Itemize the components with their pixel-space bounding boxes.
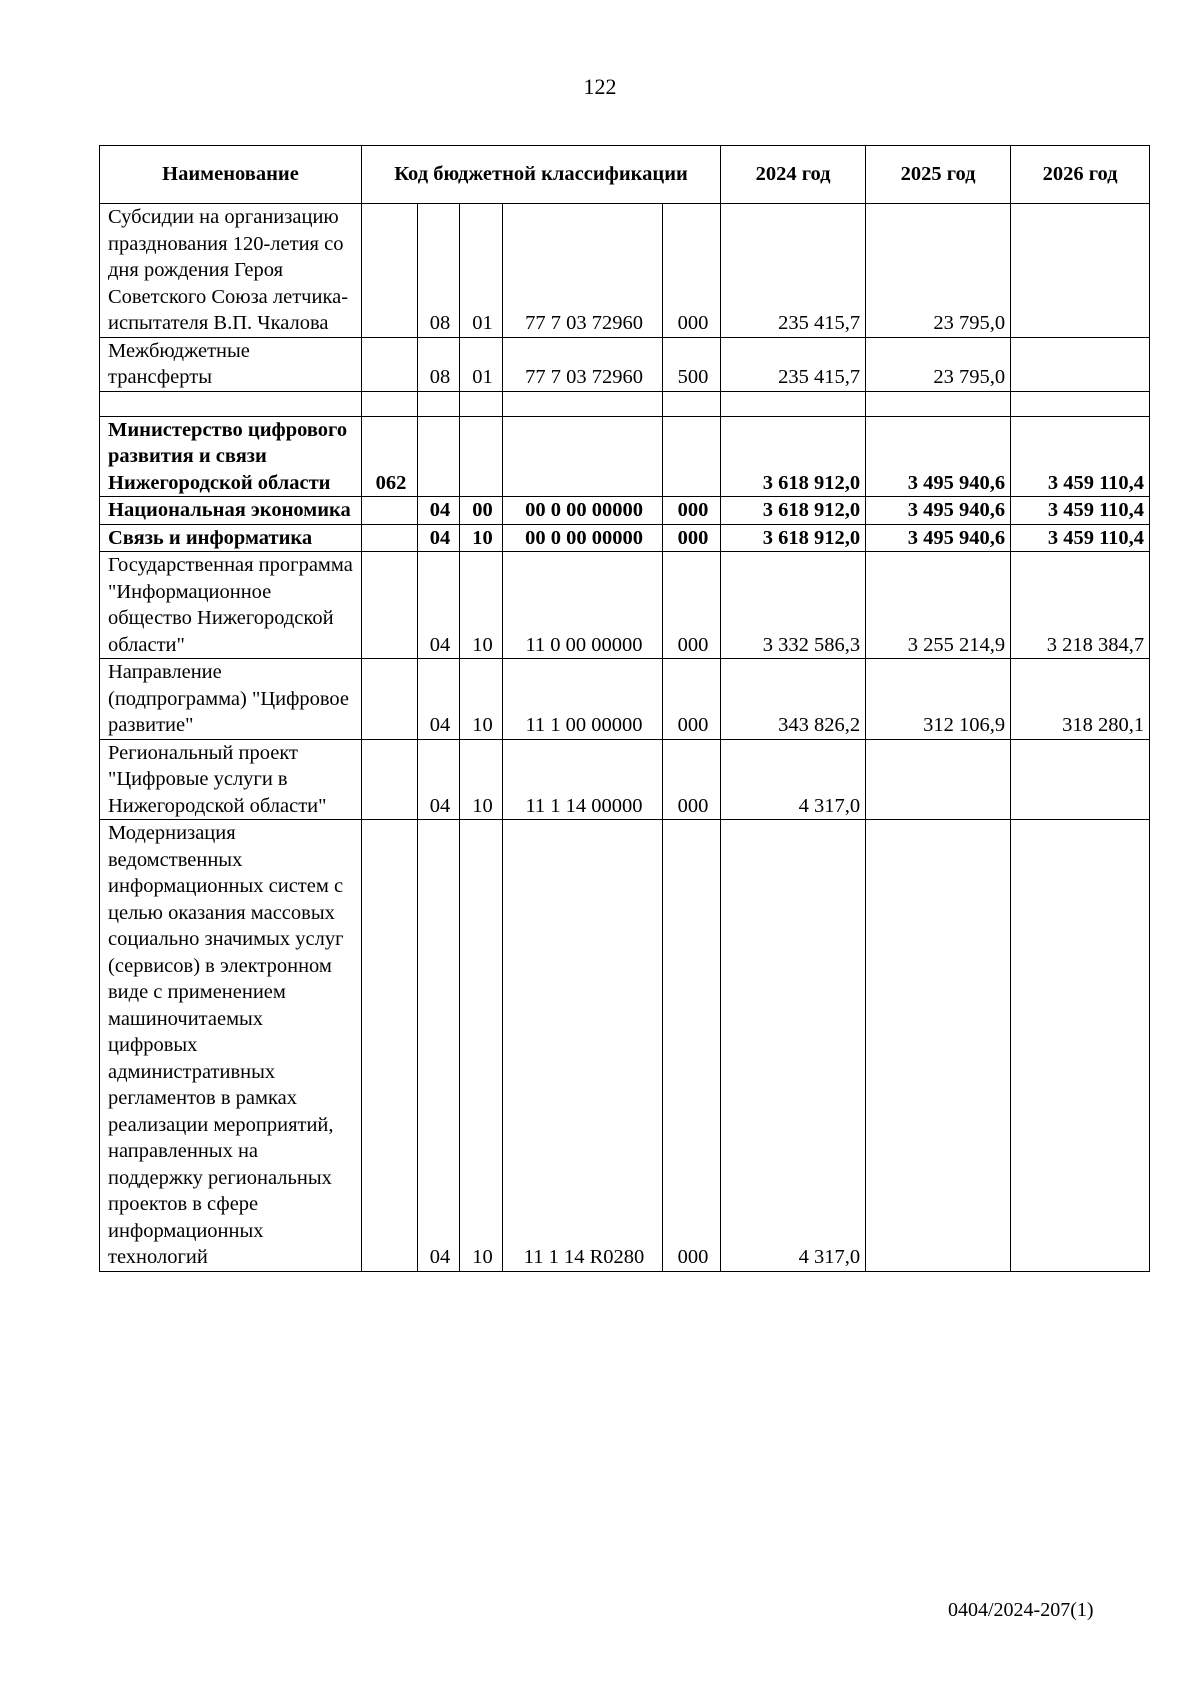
- row-name: Межбюджетные трансферты: [100, 337, 362, 391]
- row-name: Связь и информатика: [100, 524, 362, 552]
- row-kind: 000: [663, 552, 721, 659]
- header-2026: 2026 год: [1011, 146, 1150, 204]
- row-adm: [362, 820, 418, 1272]
- row-2024: 3 332 586,3: [721, 552, 866, 659]
- row-adm: [362, 659, 418, 740]
- row-2026: 3 218 384,7: [1011, 552, 1150, 659]
- row-kind: 000: [663, 204, 721, 338]
- row-kind: 500: [663, 337, 721, 391]
- row-sub: 01: [460, 204, 503, 338]
- row-adm: [362, 497, 418, 525]
- table-row: [100, 739, 1150, 820]
- row-2024: 3 618 912,0: [721, 497, 866, 525]
- row-2024: [721, 391, 866, 416]
- row-2024: 235 415,7: [721, 204, 866, 338]
- row-2026: 318 280,1: [1011, 659, 1150, 740]
- header-2024: 2024 год: [721, 146, 866, 204]
- row-target: 77 7 03 72960: [503, 337, 663, 391]
- row-sec: 04: [418, 497, 460, 525]
- row-2025: 3 255 214,9: [866, 552, 1011, 659]
- row-name: Субсидии на организацию празднования 120-летия со дня рождения Героя Советского Союза летчика-испытателя В.П. Чкалова: [100, 204, 362, 338]
- row-2025: 23 795,0: [866, 337, 1011, 391]
- row-2026: [1011, 391, 1150, 416]
- table-row: [100, 497, 1150, 525]
- row-2024: 4 317,0: [721, 820, 866, 1272]
- row-adm: [362, 524, 418, 552]
- row-2025: 3 495 940,6: [866, 416, 1011, 497]
- row-2026: 3 459 110,4: [1011, 497, 1150, 525]
- row-target: [503, 416, 663, 497]
- row-adm: [362, 337, 418, 391]
- row-2024: 3 618 912,0: [721, 416, 866, 497]
- row-2025: 312 106,9: [866, 659, 1011, 740]
- row-target: 00 0 00 00000: [503, 497, 663, 525]
- table-row: [100, 416, 1150, 497]
- row-sec: 04: [418, 552, 460, 659]
- row-2026: [1011, 739, 1150, 820]
- table-row: [100, 659, 1150, 740]
- row-2025: 23 795,0: [866, 204, 1011, 338]
- row-sub: 10: [460, 820, 503, 1272]
- row-sec: 04: [418, 739, 460, 820]
- row-target: 11 1 14 00000: [503, 739, 663, 820]
- row-adm: [362, 739, 418, 820]
- row-sub: [460, 416, 503, 497]
- row-2024: 343 826,2: [721, 659, 866, 740]
- document-code: 0404/2024-207(1): [948, 1599, 1094, 1621]
- row-sec: [418, 391, 460, 416]
- row-2025: [866, 391, 1011, 416]
- row-sub: [460, 391, 503, 416]
- row-sub: 10: [460, 739, 503, 820]
- table-header-row: [100, 146, 1150, 204]
- row-2024: 4 317,0: [721, 739, 866, 820]
- table-row: [100, 524, 1150, 552]
- row-sec: 04: [418, 659, 460, 740]
- row-sub: 10: [460, 552, 503, 659]
- table-row: [100, 204, 1150, 338]
- row-name: Министерство цифрового развития и связи Нижегородской области: [100, 416, 362, 497]
- row-adm: [362, 391, 418, 416]
- row-target: 00 0 00 00000: [503, 524, 663, 552]
- row-target: 11 0 00 00000: [503, 552, 663, 659]
- row-target: [503, 391, 663, 416]
- row-kind: 000: [663, 497, 721, 525]
- row-2025: 3 495 940,6: [866, 497, 1011, 525]
- row-kind: [663, 416, 721, 497]
- row-2026: [1011, 337, 1150, 391]
- budget-table: [99, 145, 1150, 1272]
- row-kind: 000: [663, 820, 721, 1272]
- row-2026: 3 459 110,4: [1011, 416, 1150, 497]
- row-2025: 3 495 940,6: [866, 524, 1011, 552]
- row-sub: 01: [460, 337, 503, 391]
- row-sub: 10: [460, 659, 503, 740]
- row-kind: [663, 391, 721, 416]
- row-2024: 235 415,7: [721, 337, 866, 391]
- row-2026: [1011, 820, 1150, 1272]
- row-target: 11 1 00 00000: [503, 659, 663, 740]
- row-sec: 04: [418, 524, 460, 552]
- table-row: [100, 820, 1150, 1272]
- row-adm: 062: [362, 416, 418, 497]
- table-row: [100, 552, 1150, 659]
- row-sec: 08: [418, 204, 460, 338]
- row-name: Государственная программа "Информационное общество Нижегородской области": [100, 552, 362, 659]
- page-number: 122: [583, 74, 617, 99]
- row-sub: 10: [460, 524, 503, 552]
- row-2026: [1011, 204, 1150, 338]
- header-2025: 2025 год: [866, 146, 1011, 204]
- row-name: Национальная экономика: [100, 497, 362, 525]
- header-name: Наименование: [100, 146, 362, 204]
- row-name: Региональный проект "Цифровые услуги в Нижегородской области": [100, 739, 362, 820]
- row-sec: 04: [418, 820, 460, 1272]
- row-target: 11 1 14 R0280: [503, 820, 663, 1272]
- row-kind: 000: [663, 659, 721, 740]
- header-code: Код бюджетной классификации: [362, 146, 721, 204]
- row-2024: 3 618 912,0: [721, 524, 866, 552]
- row-adm: [362, 552, 418, 659]
- row-kind: 000: [663, 524, 721, 552]
- row-target: 77 7 03 72960: [503, 204, 663, 338]
- row-2025: [866, 739, 1011, 820]
- row-name: [100, 391, 362, 416]
- row-name: Направление (подпрограмма) "Цифровое развитие": [100, 659, 362, 740]
- row-adm: [362, 204, 418, 338]
- row-kind: 000: [663, 739, 721, 820]
- row-name: Модернизация ведомственных информационных систем с целью оказания массовых социально значимых услуг (сервисов) в электронном виде с применением машиночитаемых цифровых административных регламентов в рамках реализации мероприятий, направленных на поддержку региональных проектов в сфере информационных технологий: [100, 820, 362, 1272]
- row-sec: [418, 416, 460, 497]
- table-row: [100, 337, 1150, 391]
- row-sub: 00: [460, 497, 503, 525]
- row-2025: [866, 820, 1011, 1272]
- row-sec: 08: [418, 337, 460, 391]
- table-spacer-row: [100, 391, 1150, 416]
- row-2026: 3 459 110,4: [1011, 524, 1150, 552]
